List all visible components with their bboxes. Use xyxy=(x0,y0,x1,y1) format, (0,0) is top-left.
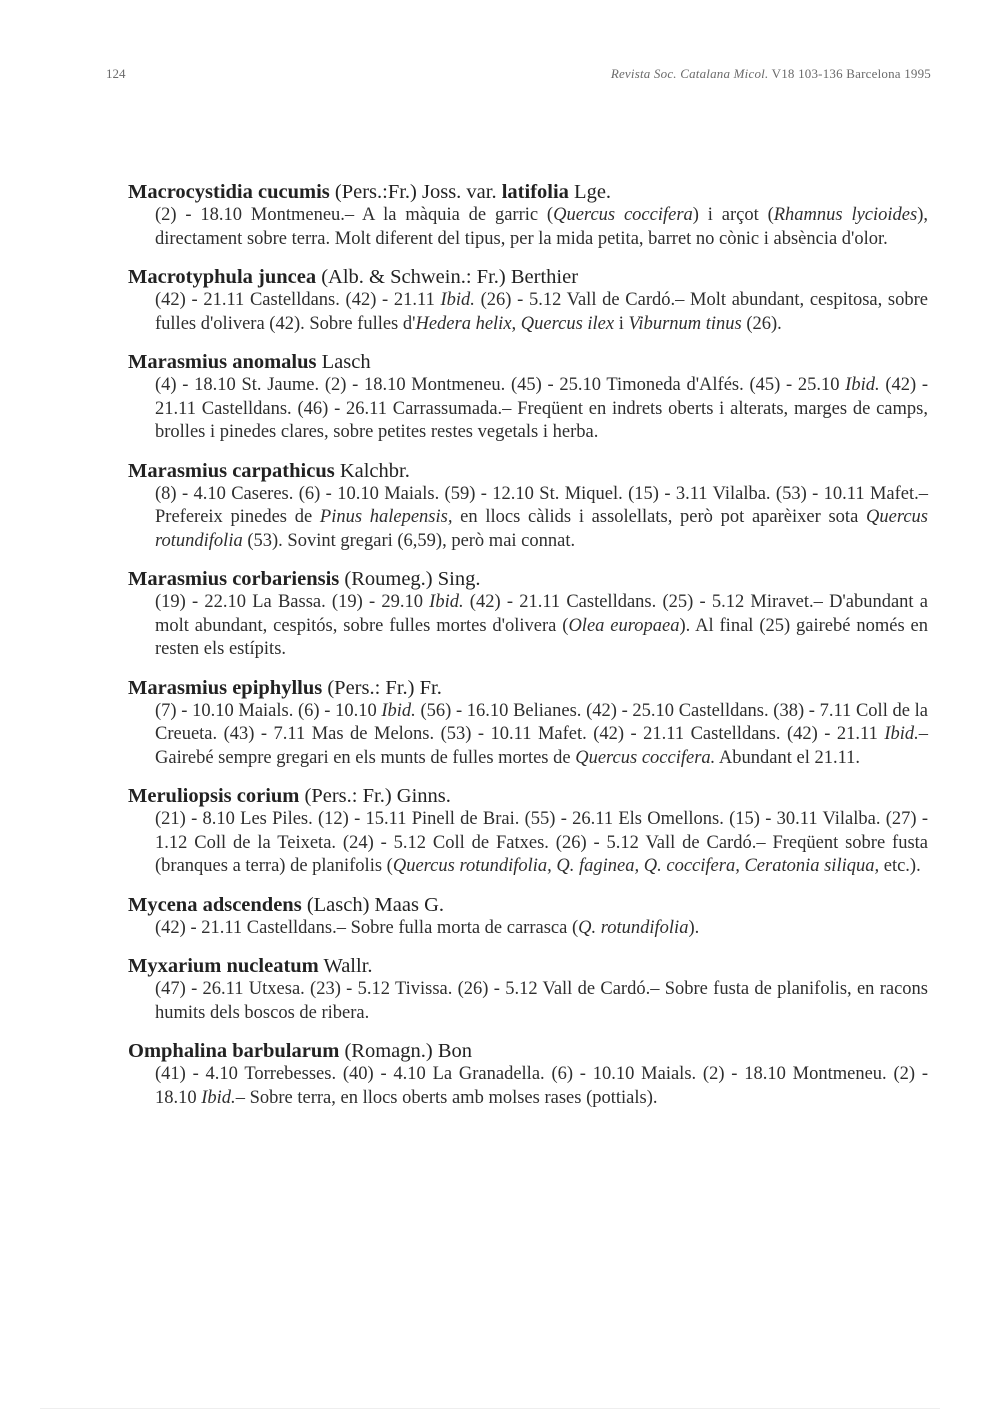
species-entry xyxy=(128,459,928,554)
species-authority: Wallr. xyxy=(318,955,373,977)
species-records: (4) - 18.10 St. Jaume. (2) - 18.10 Montmeneu. (45) - 25.10 Timoneda d'Alfés. (45) - 25.10 Ibid. (42) - 21.11 Castelldans. (46) - 26.11 Carrassumada.– Freqüent en indrets oberts i alterats, marges de camps, brolles i pinedes clares, sobre petites restes vegetals i herba. xyxy=(155,375,928,442)
species-heading xyxy=(128,459,928,483)
running-header xyxy=(0,66,981,86)
species-entry xyxy=(128,784,928,879)
species-list xyxy=(128,180,928,1124)
species-heading xyxy=(128,676,928,700)
page-bottom-edge xyxy=(40,1408,940,1409)
species-name: Omphalina barbularum xyxy=(128,1040,340,1062)
species-heading xyxy=(128,567,928,591)
species-entry xyxy=(128,954,928,1025)
species-name: Macrocystidia cucumis xyxy=(128,181,330,203)
species-entry xyxy=(128,1039,928,1110)
species-entry xyxy=(128,567,928,662)
species-heading xyxy=(128,350,928,374)
species-heading xyxy=(128,954,928,978)
species-heading xyxy=(128,893,928,917)
species-heading xyxy=(128,784,928,808)
species-name: Macrotyphula juncea xyxy=(128,266,317,288)
species-name: Meruliopsis corium xyxy=(128,785,300,807)
species-records: (42) - 21.11 Castelldans.– Sobre fulla morta de carrasca (Q. rotundifolia). xyxy=(155,917,700,938)
species-records: (41) - 4.10 Torrebesses. (40) - 4.10 La Granadella. (6) - 10.10 Maials. (2) - 18.10 Montmeneu. (2) - 18.10 Ibid.– Sobre terra, en llocs oberts amb molses rases (pottials). xyxy=(155,1064,928,1108)
species-authority: (Roumeg.) Sing. xyxy=(339,568,481,590)
species-records: (42) - 21.11 Castelldans. (42) - 21.11 Ibid. (26) - 5.12 Vall de Cardó.– Molt abundant, cespitosa, sobre fulles d'olivera (42). Sobre fulles d'Hedera helix, Quercus ilex i Viburnum tinus (26). xyxy=(155,290,928,334)
species-records: (21) - 8.10 Les Piles. (12) - 15.11 Pinell de Brai. (55) - 26.11 Els Omellons. (15) - 30.11 Vilalba. (27) - 1.12 Coll de la Teixeta. (24) - 5.12 Coll de Fatxes. (26) - 5.12 Vall de Cardó.– Freqüent sobre fusta (branques a terra) de planifolis (Quercus rotundifolia, Q. faginea, Q. coccifera, Ceratonia siliqua, etc.). xyxy=(155,809,928,876)
species-heading xyxy=(128,1039,928,1063)
species-name: Mycena adscendens xyxy=(128,893,302,916)
species-entry xyxy=(128,676,928,771)
species-entry xyxy=(128,180,928,251)
species-records: (47) - 26.11 Utxesa. (23) - 5.12 Tivissa. (26) - 5.12 Vall de Cardó.– Sobre fusta de planifolis, en racons humits dels boscos de ribera. xyxy=(155,979,928,1023)
species-entry xyxy=(128,265,928,336)
species-name: Marasmius carpathicus xyxy=(128,459,335,482)
species-authority: (Alb. & Schwein.: Fr.) Berthier xyxy=(316,266,579,288)
species-authority: (Pers.:Fr.) Joss. var. latifolia Lge. xyxy=(329,181,612,203)
journal-name: Revista Soc. Catalana Micol. xyxy=(610,66,769,81)
journal-volume-info: V18 103-136 Barcelona 1995 xyxy=(768,66,931,81)
species-records: (7) - 10.10 Maials. (6) - 10.10 Ibid. (56) - 16.10 Belianes. (42) - 25.10 Castelldans. (38) - 7.11 Coll de la Creueta. (43) - 7.11 Mas de Melons. (53) - 10.11 Mafet. (42) - 21.11 Castelldans. (42) - 21.11 Ibid.– Gairebé sempre gregari en els munts de fulles mortes de Quercus coccifera. Abundant el 21.11. xyxy=(155,700,928,768)
species-entry xyxy=(128,893,928,941)
journal-reference xyxy=(611,66,931,82)
species-name: Marasmius epiphyllus xyxy=(128,676,323,699)
species-name: Marasmius anomalus xyxy=(128,351,317,373)
species-authority: Kalchbr. xyxy=(334,459,410,482)
species-authority: (Pers.: Fr.) Fr. xyxy=(322,676,442,699)
species-heading xyxy=(128,180,928,204)
species-authority: (Lasch) Maas G. xyxy=(301,893,444,916)
species-authority: Lasch xyxy=(316,351,371,373)
species-records: (19) - 22.10 La Bassa. (19) - 29.10 Ibid. (42) - 21.11 Castelldans. (25) - 5.12 Miravet.– D'abundant a molt abundant, cespitós, sobre fulles mortes d'olivera (Olea europaea). Al final (25) gairebé només en resten els estípits. xyxy=(155,592,928,659)
species-entry xyxy=(128,350,928,445)
species-name: Marasmius corbariensis xyxy=(128,568,340,590)
species-heading xyxy=(128,265,928,289)
page-number: 124 xyxy=(106,66,126,81)
species-name: Myxarium nucleatum xyxy=(128,955,319,977)
species-records: (2) - 18.10 Montmeneu.– A la màquia de garric (Quercus coccifera) i arçot (Rhamnus lycioides), directament sobre terra. Molt diferent del tipus, per la mida petita, barret no cònic i absència d'olor. xyxy=(155,205,929,249)
species-authority: (Romagn.) Bon xyxy=(339,1040,472,1062)
species-records: (8) - 4.10 Caseres. (6) - 10.10 Maials. (59) - 12.10 St. Miquel. (15) - 3.11 Vilalba. (53) - 10.11 Mafet.– Prefereix pinedes de Pinus halepensis, en llocs càlids i assolellats, però pot aparèixer sota Quercus rotundifolia (53). Sovint gregari (6,59), però mai connat. xyxy=(155,483,928,551)
species-authority: (Pers.: Fr.) Ginns. xyxy=(299,785,451,807)
